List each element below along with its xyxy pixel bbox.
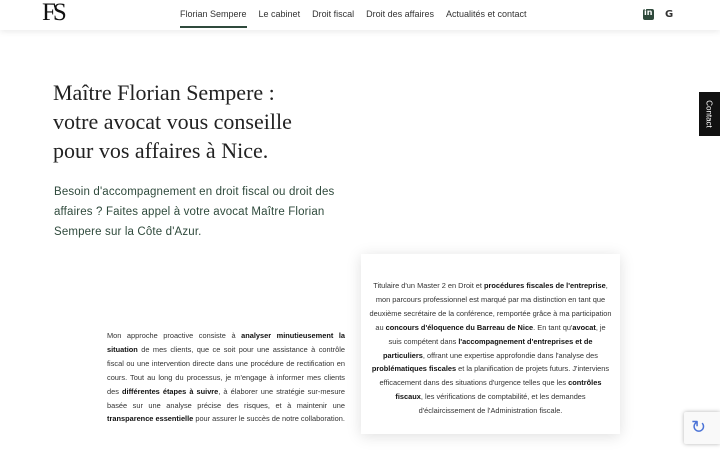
highlight-text: analyser minutieusement la situation [107,331,345,354]
main-nav [180,0,527,30]
text-segment: Titulaire d'un Master 2 en Droit et [373,281,485,290]
highlight-text: l'accompagnement d'entreprises et de particuliers [383,336,593,360]
nav-florian-sempere[interactable]: Florian Sempere [180,0,247,30]
highlight-text: concours d'éloquence du Barreau de Nice [385,322,534,332]
hero-title-line: pour vos affaires à Nice. [53,138,269,163]
site-header [0,0,720,30]
text-segment: pour assurer le succès de notre collaboration. [193,414,345,424]
hero-title [53,78,383,165]
nav-droit-des-affaires[interactable]: Droit des affaires [366,9,434,19]
bio-card [361,254,620,434]
highlight-text: contrôles fiscaux [395,378,602,402]
highlight-text: avocat [572,322,596,332]
text-segment: , offrant une expertise approfondie dans l'analyse des [422,350,598,360]
nav-droit-fiscal[interactable]: Droit fiscal [312,9,355,19]
hero-subtitle: Besoin d'accompagnement en droit fiscal ou droit des affaires ? Faites appel à votre avocat Maître Florian Sempere sur la Côte d'Azur. [54,186,335,238]
highlight-text: transparence essentielle [107,414,194,424]
text-segment: et la planification de projets futurs. J'interviens efficacement dans des situations d'urgence telles que les [379,364,610,388]
text-segment: de mes clients, que ce soit pour une assistance à contrôle fiscal ou une intervention directe dans une procédure de rectification en cours. Tout au long du processus, je m'engage à informer mes clients des [107,344,345,396]
text-segment: , les vérifications de comptabilité, et les demandes d'éclaircissement de l'Administration fiscale. [418,392,586,416]
text-segment: . En tant qu' [533,322,573,332]
highlight-text: procédures fiscales de l'entreprise [484,281,606,290]
nav-actualites-contact[interactable]: Actualités et contact [445,9,527,19]
nav-le-cabinet[interactable]: Le cabinet [258,9,301,19]
highlight-text: problématiques fiscales [371,364,457,374]
text-segment: , je suis compétent dans [388,322,606,346]
contact-tab-label: Contact [704,100,714,128]
text-segment: , à élaborer une stratégie sur-mesure basée sur une analyse précise des risques, et à maintenir une [107,386,345,410]
recaptcha-icon: ↻ [691,417,707,437]
linkedin-icon-label: in [644,8,653,17]
text-segment: , mon parcours professionnel est marqué par ma distinction en tant que deuxième secrétaire de la conférence, remportée grâce à ma participation au [369,281,612,332]
site-logo[interactable]: FS [42,0,64,26]
linkedin-icon[interactable] [643,9,654,20]
approach-paragraph [107,329,345,426]
google-icon[interactable]: G [665,9,674,20]
contact-side-tab[interactable] [699,92,720,136]
bio-card-text [368,279,613,418]
text-segment: Mon approche proactive consiste à [107,331,242,340]
highlight-text: différentes étapes à suivre [122,386,219,396]
hero-title-line: Maître Florian Sempere : [53,80,275,105]
recaptcha-badge[interactable] [684,412,720,444]
hero-title-line: votre avocat vous conseille [53,109,292,134]
